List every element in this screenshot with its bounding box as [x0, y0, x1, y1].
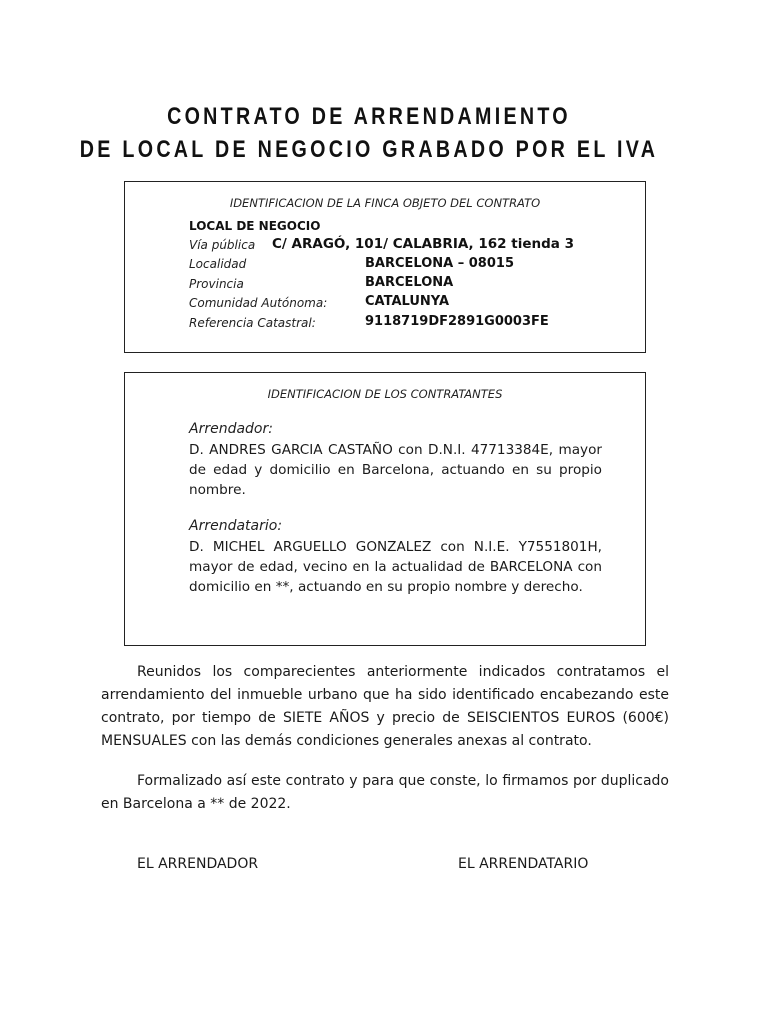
tenant-label: Arrendatario:	[189, 518, 283, 534]
tenant-line: D. MICHEL ARGUELLO GONZALEZ con N.I.E. Y7551801H,	[189, 539, 602, 555]
property-box-heading: IDENTIFICACION DE LA FINCA OBJETO DEL CONTRATO	[229, 196, 541, 210]
property-type: LOCAL DE NEGOCIO	[189, 219, 321, 233]
tenant-line: domicilio en **, actuando en su propio nombre y derecho.	[189, 579, 583, 595]
document-title-line-2: DE LOCAL DE NEGOCIO GRABADO POR EL IVA	[79, 136, 659, 163]
property-identification-box	[124, 181, 646, 353]
landlord-signature-label: EL ARRENDADOR	[137, 856, 259, 872]
parties-identification-box	[124, 372, 646, 646]
landlord-label: Arrendador:	[189, 421, 273, 437]
field-label-comunidad: Comunidad Autónoma:	[189, 296, 328, 310]
landlord-line: D. ANDRES GARCIA CASTAÑO con D.N.I. 47713384E, mayor	[189, 442, 602, 458]
field-label-provincia: Provincia	[189, 277, 244, 291]
agreement-line-text: Reunidos los comparecientes anteriormente indicados contratamos el	[137, 664, 669, 680]
tenant-details	[189, 537, 602, 597]
document-title-line-1: CONTRATO DE ARRENDAMIENTO	[167, 103, 571, 130]
field-value-comunidad: CATALUNYA	[365, 294, 449, 309]
agreement-line: MENSUALES con las demás condiciones generales anexas al contrato.	[101, 733, 592, 749]
agreement-line: arrendamiento del inmueble urbano que ha sido identificado encabezando este	[101, 687, 669, 703]
agreement-paragraph	[101, 661, 669, 753]
agreement-line	[101, 661, 669, 684]
closing-line	[101, 770, 669, 793]
field-label-referencia-catastral: Referencia Catastral:	[189, 316, 316, 330]
agreement-line: contrato, por tiempo de SIETE AÑOS y precio de SEISCIENTOS EUROS (600€)	[101, 710, 669, 726]
closing-line: en Barcelona a ** de 2022.	[101, 796, 291, 812]
parties-box-heading: IDENTIFICACION DE LOS CONTRATANTES	[267, 387, 503, 401]
field-value-referencia-catastral: 9118719DF2891G0003FE	[365, 314, 549, 329]
closing-line-text: Formalizado así este contrato y para que conste, lo firmamos por duplicado	[137, 773, 669, 789]
closing-paragraph	[101, 770, 669, 816]
landlord-line: de edad y domicilio en Barcelona, actuando en su propio	[189, 462, 602, 478]
landlord-line: nombre.	[189, 482, 246, 498]
landlord-details	[189, 440, 602, 500]
field-label-localidad: Localidad	[189, 257, 247, 271]
field-value-via-publica: C/ ARAGÓ, 101/ CALABRIA, 162 tienda 3	[272, 236, 574, 252]
field-value-provincia: BARCELONA	[365, 275, 454, 290]
field-value-localidad: BARCELONA – 08015	[365, 256, 514, 271]
tenant-signature-label: EL ARRENDATARIO	[458, 856, 589, 872]
tenant-line: mayor de edad, vecino en la actualidad de BARCELONA con	[189, 559, 602, 575]
field-label-via-publica: Vía pública	[189, 238, 256, 252]
